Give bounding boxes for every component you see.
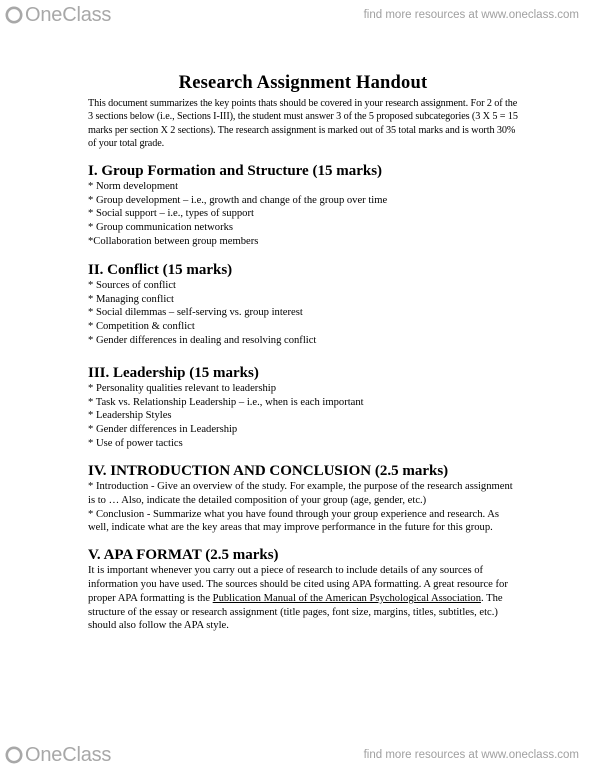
oneclass-logo-icon [5, 746, 23, 764]
document-title: Research Assignment Handout [178, 73, 428, 93]
introduction-paragraph: * Introduction - Give an overview of the study. For example, the purpose of the research assignment is to … Also, indicate the detailed composition of your group (age, gender, etc.) [88, 481, 513, 506]
section-leadership [88, 364, 518, 450]
apa-manual-title: Publication Manual of the American Psychological Association [212, 592, 481, 604]
section-heading: I. Group Formation and Structure (15 marks) [88, 163, 383, 180]
oneclass-logo[interactable] [5, 743, 111, 767]
list-item: *Collaboration between group members [88, 235, 259, 247]
list-item: * Group development – i.e., growth and change of the group over time [88, 194, 388, 206]
find-more-link[interactable]: find more resources at www.oneclass.com [363, 749, 579, 761]
list-item: * Personality qualities relevant to leadership [88, 383, 276, 395]
list-item: * Norm development [88, 181, 179, 193]
section-heading: III. Leadership (15 marks) [88, 365, 259, 382]
apa-paragraph [88, 564, 518, 633]
list-item: * Social support – i.e., types of support [88, 208, 254, 220]
list-item: * Leadership Styles [88, 410, 172, 422]
list-item: * Gender differences in Leadership [88, 423, 238, 435]
section-heading: II. Conflict (15 marks) [88, 262, 233, 279]
logo-text: OneClass [25, 4, 112, 26]
section-heading: IV. INTRODUCTION AND CONCLUSION (2.5 marks) [88, 463, 449, 480]
list-item: * Competition & conflict [88, 320, 195, 332]
section-apa-format [88, 546, 518, 633]
oneclass-logo[interactable] [5, 3, 111, 27]
section-heading: V. APA FORMAT (2.5 marks) [88, 547, 279, 564]
list-item: * Group communication networks [88, 221, 234, 233]
document-body [88, 72, 518, 633]
page-header [0, 0, 595, 30]
section-intro-conclusion [88, 462, 518, 535]
apa-text-before: It is important whenever you carry out a piece of research to include details of any sources of information you have used. The sources should be cited using APA formatting. A great resource for proper APA formatting is the [88, 565, 508, 604]
list-item: * Managing conflict [88, 293, 174, 305]
oneclass-logo-icon [5, 6, 23, 24]
list-item: * Social dilemmas – self-serving vs. group interest [88, 307, 303, 319]
find-more-link[interactable]: find more resources at www.oneclass.com [363, 9, 579, 21]
list-item: * Sources of conflict [88, 280, 176, 292]
section-group-formation [88, 162, 518, 248]
intro-paragraph: This document summarizes the key points thats should be covered in your research assignment. For 2 of the 3 sections below (i.e., Sections I-III), the student must answer 3 of the 5 proposed subcategories (3 X 5 = 15 marks per section X 2 sections). The research assignment is marked out of 35 total marks and is worth 30% of your total grade. [88, 98, 518, 149]
page-footer [0, 740, 595, 770]
list-item: * Task vs. Relationship Leadership – i.e., when is each important [88, 396, 364, 408]
list-item: * Gender differences in dealing and resolving conflict [88, 334, 317, 346]
conclusion-paragraph: * Conclusion - Summarize what you have found through your group experience and research. As well, indicate what are the key areas that may improve performance in the future for this group. [88, 508, 499, 534]
apa-text-after: . The structure of the essay or research assignment (title pages, font size, margins, titles, subtitles, etc.) should also follow the APA style. [88, 592, 503, 632]
section-conflict [88, 261, 518, 347]
logo-text: OneClass [25, 744, 112, 766]
list-item: * Use of power tactics [88, 437, 183, 449]
